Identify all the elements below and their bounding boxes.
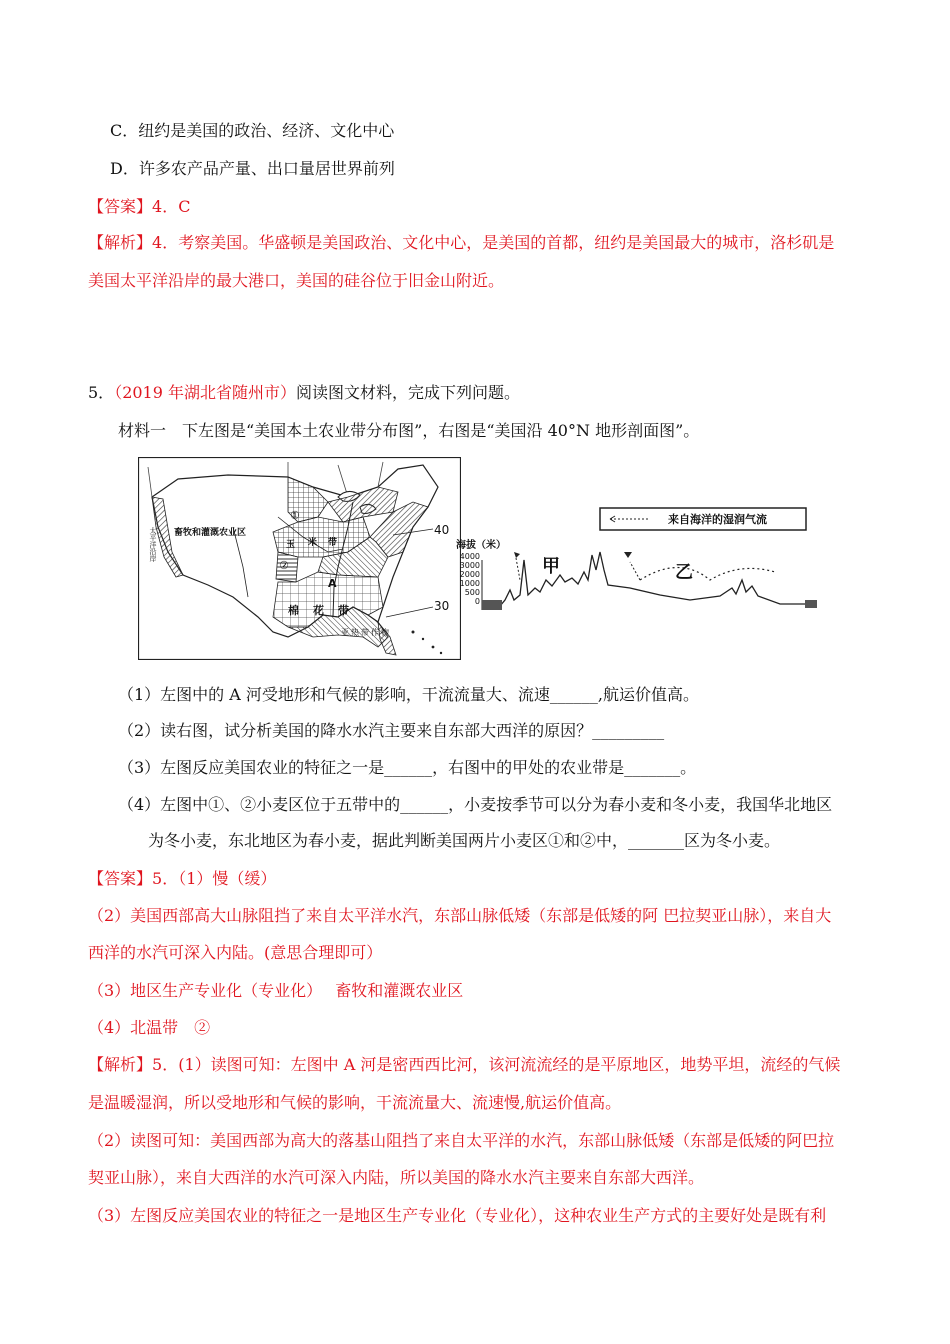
analysis-line-q5-1 xyxy=(88,1054,840,1076)
analysis-line-q4-1 xyxy=(88,232,834,254)
answer-text: 4．C xyxy=(152,197,191,216)
profile-legend: 来自海洋的湿润气流 xyxy=(668,513,767,526)
label-cotton-2: 花 xyxy=(313,604,324,617)
us-agriculture-map xyxy=(138,457,461,660)
terrain-profile xyxy=(456,500,820,618)
analysis-2-line1: （2）读图可知：美国西部为高大的落基山阻挡了来自太平洋的水汽，东部山脉低矮（东部是低矮的阿巴拉 xyxy=(88,1131,835,1150)
label-jia: 甲 xyxy=(542,556,560,577)
tick-0: 0 xyxy=(474,597,480,606)
analysis-2-line2: 契亚山脉），来自大西洋的水汽可深入内陆，所以美国的降水水汽主要来自东部大西洋。 xyxy=(88,1168,705,1187)
terrain-profile-svg xyxy=(480,500,820,618)
profile-ylabel: 海拔（米） xyxy=(456,540,506,551)
question-source: （2019 年湖北省随州市） xyxy=(114,383,296,402)
answer-line-q4 xyxy=(88,196,190,218)
answer-2-line1: （2）美国西部高大山脉阻挡了来自太平洋水汽，东部山脉低矮（东部是低矮的阿 巴拉契亚山脉），来自大 xyxy=(88,906,832,925)
label-lat-30: 30 xyxy=(434,599,450,613)
question-intro: 阅读图文材料，完成下列问题。 xyxy=(296,383,521,402)
question-number: 5． xyxy=(88,383,115,402)
answer-3: （3）地区生产专业化（专业化） 畜牧和灌溉农业区 xyxy=(88,981,464,1000)
tick-1000: 1000 xyxy=(459,579,480,588)
tick-3000: 3000 xyxy=(459,561,480,570)
material-one: 材料一 下左图是“美国本土农业带分布图”，右图是“美国沿 40°N 地形剖面图”。 xyxy=(118,421,700,440)
label-pacific: 太平洋沿岸 xyxy=(149,527,157,562)
analysis-1-line2: 是温暖湿润，所以受地形和气候的影响，干流流量大、流速慢,航运价值高。 xyxy=(88,1093,622,1112)
label-corn-3: 带 xyxy=(328,538,338,548)
answer-1: 5．（1）慢（缓） xyxy=(152,869,277,888)
label-wheat-1: ① xyxy=(290,509,300,522)
answer-line-q5 xyxy=(88,868,276,890)
tick-4000: 4000 xyxy=(459,552,480,561)
label-corn-2: 米 xyxy=(308,538,318,548)
label-corn-1: 玉 xyxy=(286,540,296,550)
analysis-1-line1: 5．(1）读图可知：左图中 A 河是密西西比河，该河流流经的是平原地区，地势平坦，流经的气候 xyxy=(152,1055,841,1074)
sub-question-1: （1）左图中的 A 河受地形和气候的影响，干流流量大、流速______,航运价值高。 xyxy=(118,685,699,704)
label-cotton-3: 带 xyxy=(338,604,349,617)
tick-2000: 2000 xyxy=(459,570,480,579)
question-5-header xyxy=(88,382,520,404)
option-d: D．许多农产品产量、出口量居世界前列 xyxy=(110,159,395,178)
answer-tag: 【答案】 xyxy=(88,197,153,216)
label-subtropical: 亚热带作物 xyxy=(341,628,391,637)
label-river-a: A xyxy=(328,577,337,590)
analysis-3-line1: （3）左图反应美国农业的特征之一是地区生产专业化（专业化），这种农业生产方式的主要好处是既有利 xyxy=(88,1206,827,1225)
label-cotton-1: 棉 xyxy=(288,604,299,617)
analysis-tag: 【解析】 xyxy=(88,233,153,252)
label-livestock: 畜牧和灌溉农业区 xyxy=(174,528,247,538)
label-wheat-2: ② xyxy=(279,559,289,572)
analysis-text: 4．考察美国。华盛顿是美国政治、文化中心，是美国的首都，纽约是美国最大的城市，洛杉矶是 xyxy=(152,233,835,252)
option-c: C．纽约是美国的政治、经济、文化中心 xyxy=(110,121,395,140)
sub-question-4-line1: （4）左图中①、②小麦区位于五带中的______，小麦按季节可以分为春小麦和冬小麦，我国华北地区 xyxy=(118,795,833,814)
label-yi: 乙 xyxy=(675,562,693,583)
answer-2-line2: 西洋的水汽可深入内陆。(意思合理即可） xyxy=(88,943,383,962)
answer-tag-q5: 【答案】 xyxy=(88,869,153,888)
profile-yticks xyxy=(454,552,480,606)
sub-question-3: （3）左图反应美国农业的特征之一是______，右图中的甲处的农业带是_______。 xyxy=(118,758,697,777)
analysis-line-q4-2: 美国太平洋沿岸的最大港口，美国的硅谷位于旧金山附近。 xyxy=(88,271,505,290)
sub-question-2: （2）读右图，试分析美国的降水水汽主要来自东部大西洋的原因？_________ xyxy=(118,721,665,740)
tick-500: 500 xyxy=(464,588,480,597)
answer-4: （4）北温带 ② xyxy=(88,1018,211,1037)
sub-question-4-line2: 为冬小麦，东北地区为春小麦，据此判断美国两片小麦区①和②中，_______区为冬小麦。 xyxy=(148,831,781,850)
label-lat-40: 40 xyxy=(434,523,450,537)
us-agriculture-map-svg xyxy=(138,457,461,660)
analysis-tag-q5: 【解析】 xyxy=(88,1055,153,1074)
